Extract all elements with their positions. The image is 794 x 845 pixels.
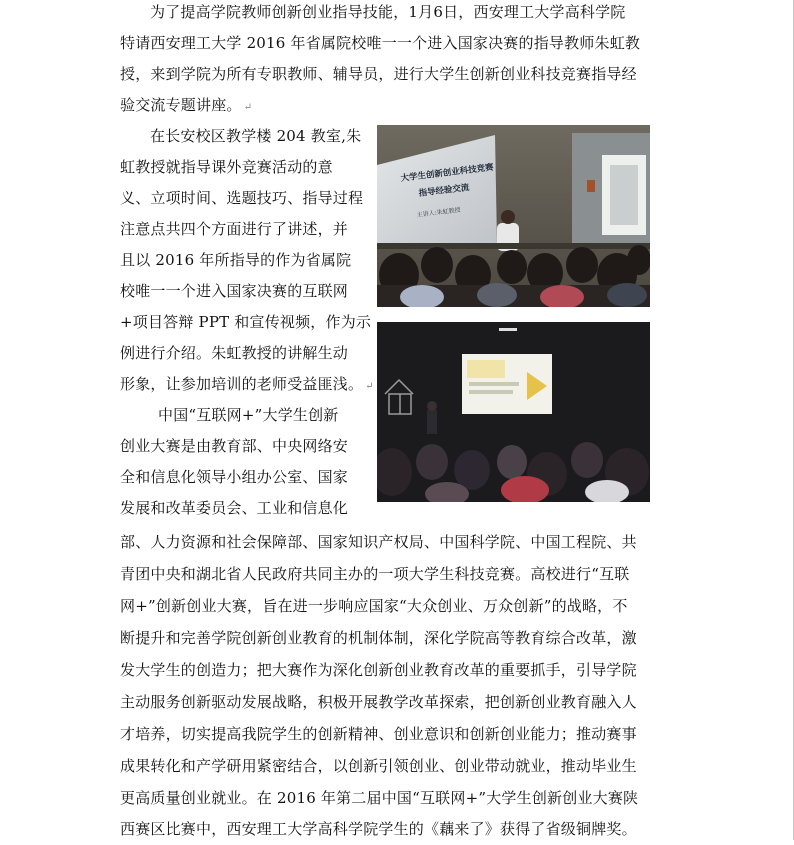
text-line-7: 义、立项时间、选题技巧、指导过程 (120, 189, 364, 207)
text-line-1: 为了提高学院教师创新创业指导技能，1月6日，西安理工大学高科学院 (150, 3, 626, 21)
text-line-20: 网+”创新创业大赛，旨在进一步响应国家“大众创业、万众创新”的战略，不 (120, 597, 628, 615)
text-line-3: 授，来到学院为所有专职教师、辅导员，进行大学生创新创业科技竞赛指导经 (120, 65, 637, 83)
text-line-13-content: 形象，让参加培训的老师受益匪浅。 (120, 375, 364, 393)
text-line-15: 创业大赛是由教育部、中央网络安 (120, 437, 349, 455)
text-line-17: 发展和改革委员会、工业和信息化 (120, 499, 349, 517)
text-line-12: 例进行介绍。朱虹教授的讲解生动 (120, 344, 349, 362)
text-line-8: 注意点共四个方面进行了讲述，并 (120, 220, 349, 238)
text-line-24: 才培养，切实提高我院学生的创新精神、创业意识和创新创业能力；推动赛事 (120, 725, 637, 743)
text-line-18: 部、人力资源和社会保障部、国家知识产权局、中国科学院、中国工程院、共 (120, 533, 637, 551)
lecture-photo-2 (377, 322, 650, 502)
text-line-6: 虹教授就指导课外竞赛活动的意 (120, 158, 333, 176)
text-line-4 (120, 89, 252, 121)
text-line-26: 更高质量创业就业。在 2016 年第二届中国“互联网+”大学生创新创业大赛陕 (120, 789, 639, 807)
slide-title-line-1: 大学生创新创业科技竞赛 (400, 162, 495, 184)
text-line-21: 断提升和完善学院创新创业教育的机制体制，深化学院高等教育综合改革，激 (120, 629, 637, 647)
text-line-4-content: 验交流专题讲座。 (120, 96, 242, 114)
text-line-5: 在长安校区教学楼 204 教室,朱 (150, 127, 362, 145)
text-line-11: +项目答辩 PPT 和宣传视频，作为示 (120, 313, 372, 331)
text-line-25: 成果转化和产学研用紧密结合，以创新引领创业、创业带动就业，推动毕业生 (120, 757, 637, 775)
text-line-27: 西赛区比赛中，西安理工大学高科学院学生的《藕来了》获得了省级铜牌奖。 (120, 820, 637, 838)
text-line-14: 中国“互联网+”大学生创新 (158, 406, 339, 424)
text-line-23: 主动服务创新驱动发展战略，积极开展教学改革探索，把创新创业教育融入人 (120, 693, 637, 711)
text-line-19: 青团中央和湖北省人民政府共同主办的一项大学生科技竞赛。高校进行“互联 (120, 565, 630, 583)
text-line-22: 发大学生的创造力；把大赛作为深化创新创业教育改革的重要抓手，引导学院 (120, 661, 637, 679)
text-line-2: 特请西安理工大学 2016 年省属院校唯一一个进入国家决赛的指导教师朱虹教 (120, 34, 641, 52)
text-line-9: 且以 2016 年所指导的作为省属院 (120, 251, 352, 269)
text-line-16: 全和信息化领导小组办公室、国家 (120, 468, 349, 486)
paragraph-mark: ↵ (365, 381, 374, 392)
text-line-13 (120, 368, 374, 400)
lecture-photo-1 (377, 125, 650, 307)
paragraph-mark: ↵ (243, 102, 253, 113)
slide-presenter: 主讲人:朱虹教授 (416, 206, 461, 219)
slide-title-line-2: 指导经验交流 (418, 182, 471, 199)
text-line-10: 校唯一一个进入国家决赛的互联网 (120, 282, 349, 300)
